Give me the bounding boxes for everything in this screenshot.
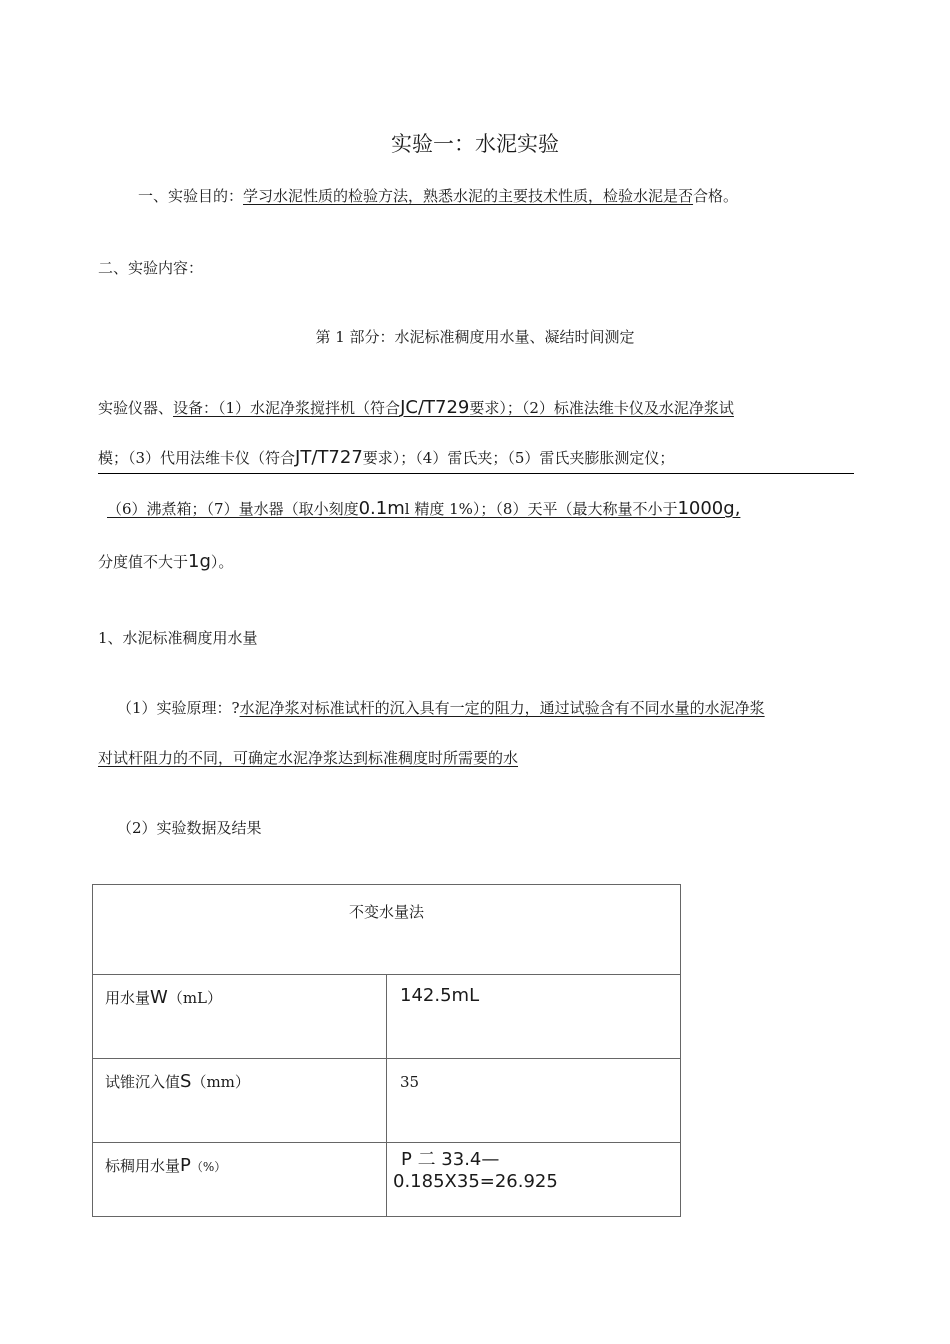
purpose-text: 学习水泥性质的检验方法，熟悉水泥的主要技术性质，检验水泥是否 xyxy=(243,187,694,205)
section2-heading: 二、实验内容： xyxy=(98,259,204,277)
table-header: 不变水量法 xyxy=(93,885,681,975)
row-label-standard-water: 标稠用水量P（%） xyxy=(93,1143,387,1217)
row-value-standard-water: P 二 33.4— 0.185X35=26.925 xyxy=(387,1143,681,1217)
row-label-penetration: 试锥沉入值S（mm） xyxy=(93,1059,387,1143)
table-row xyxy=(93,975,681,1059)
table-header-row xyxy=(93,885,681,975)
row-value-penetration: 35 xyxy=(387,1059,681,1143)
part1-heading: 第 1 部分：水泥标准稠度用水量、凝结时间测定 xyxy=(315,328,635,346)
row-label-water: 用水量W（mL） xyxy=(93,975,387,1059)
document-title: 实验一：水泥实验 xyxy=(391,132,559,156)
data-heading: （2）实验数据及结果 xyxy=(117,819,262,837)
principle-line-2: 对试杆阻力的不同，可确定水泥净浆达到标准稠度时所需要的水 xyxy=(98,749,519,767)
equipment-line-4: 分度值不大于1g）。 xyxy=(98,551,234,572)
row-value-water: 142.5mL xyxy=(387,975,681,1059)
equipment-line-2: 模；（3）代用法维卡仪（符合JT/T727要求）；（4）雷氏夹；（5）雷氏夹膨胀测定仪； xyxy=(98,447,675,468)
table-row xyxy=(93,1143,681,1217)
table-row xyxy=(93,1059,681,1143)
purpose-line xyxy=(138,185,738,206)
purpose-prefix: 一、实验目的： xyxy=(138,187,244,205)
purpose-suffix: 合格。 xyxy=(693,187,739,205)
equipment-line-3: （6）沸煮箱；（7）量水器（取小刻度0.1ml 精度 1%）；（8）天平（最大称量不小于1000g, xyxy=(107,498,741,519)
principle-line-1: （1）实验原理：?水泥净浆对标准试杆的沉入具有一定的阻力，通过试验含有不同水量的水泥净浆 xyxy=(117,699,765,717)
equipment-line-1: 实验仪器、设备：（1）水泥净浆搅拌机（符合JC/T729要求）；（2）标准法维卡仪及水泥净浆试 xyxy=(98,397,734,418)
divider-rule xyxy=(98,473,854,474)
subheading-water-demand: 1、水泥标准稠度用水量 xyxy=(98,629,258,647)
results-table xyxy=(92,884,681,1217)
